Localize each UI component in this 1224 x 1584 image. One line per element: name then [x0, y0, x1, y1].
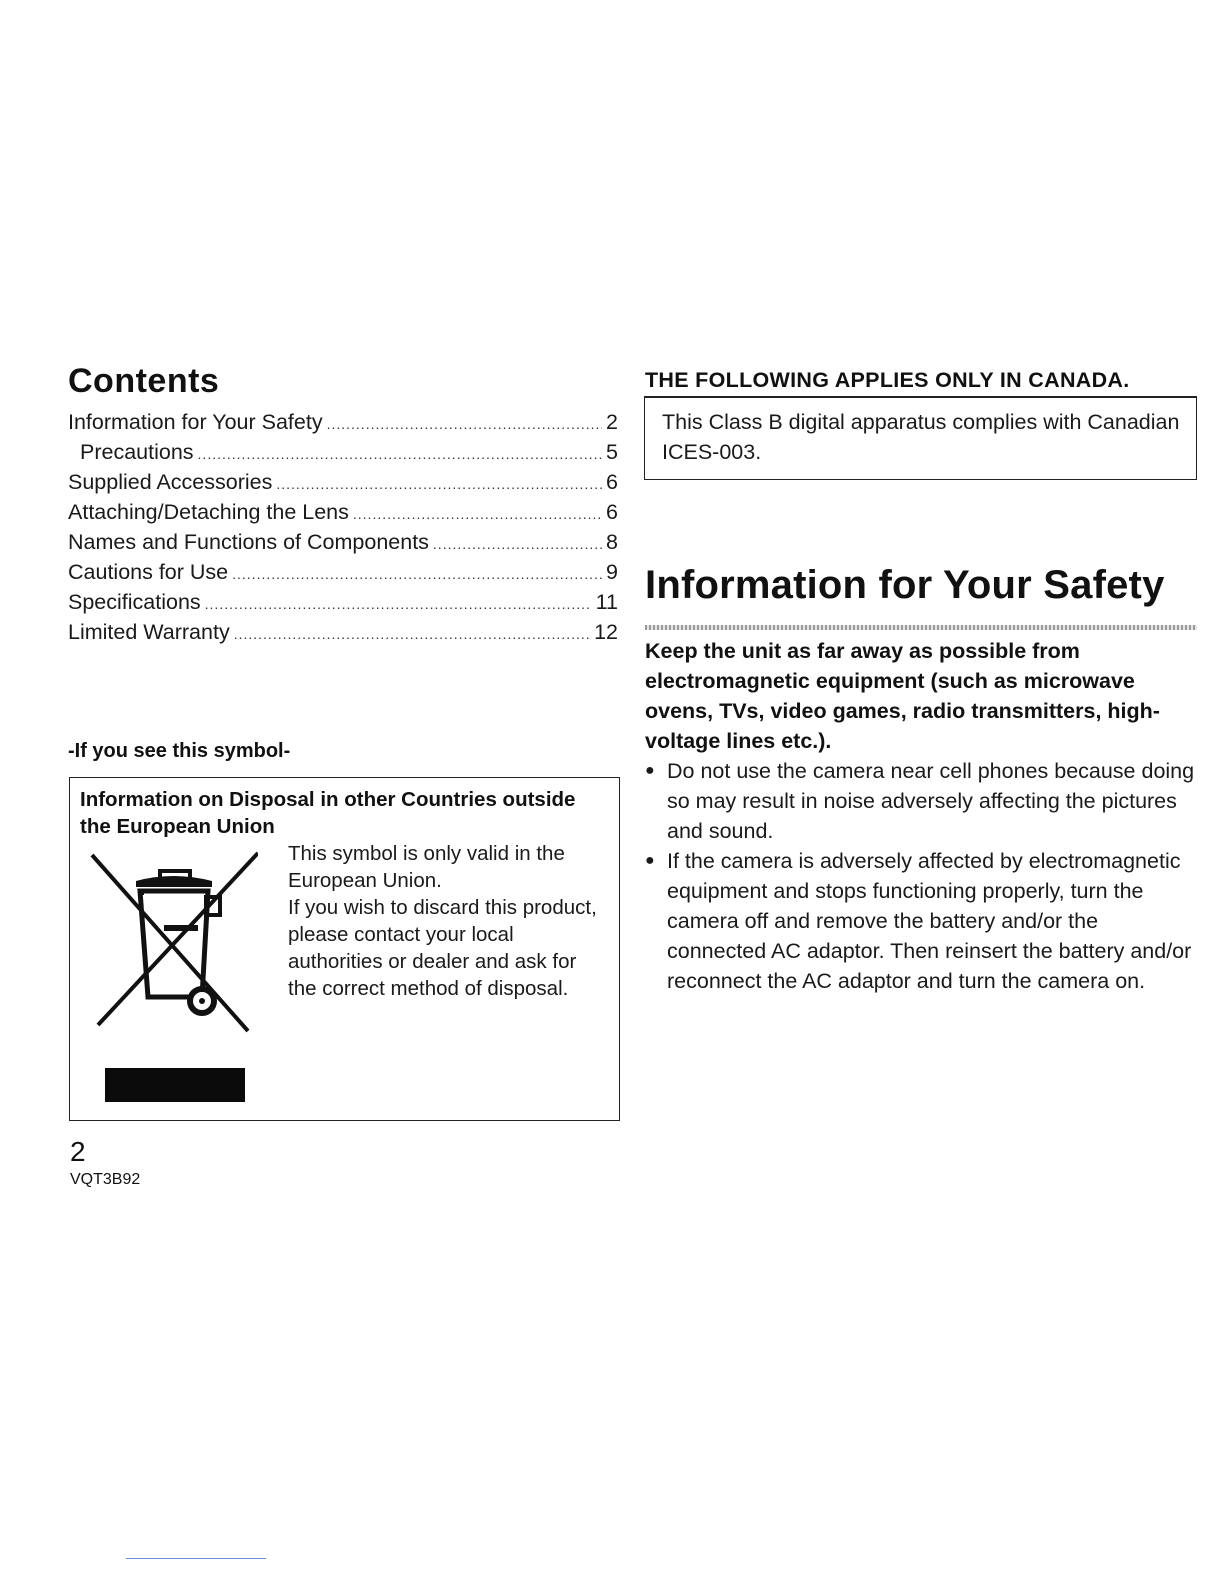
- toc-dot-leader: [232, 566, 602, 582]
- bullet-icon: ●: [645, 852, 655, 869]
- bullet-icon: ●: [645, 762, 655, 779]
- toc-dot-leader: [234, 626, 590, 642]
- toc-entry-label: Cautions for Use: [68, 560, 229, 584]
- bullet-text: If the camera is adversely affected by electromagnetic equipment and stops functioning properly, turn the camera off and remove the battery and/or the connected AC adaptor. Then reinsert the battery and/or reconnect the AC adaptor and turn the camera on.: [667, 849, 1192, 993]
- contents-title: Contents: [68, 362, 220, 400]
- toc-entry[interactable]: [68, 590, 618, 620]
- toc-entry[interactable]: [68, 620, 618, 650]
- toc-dot-leader: [198, 446, 602, 462]
- toc-entry-label: Attaching/Detaching the Lens: [68, 500, 349, 524]
- document-code: VQT3B92: [70, 1171, 141, 1188]
- toc-dot-leader: [353, 506, 602, 522]
- list-item: [645, 846, 1200, 996]
- disposal-box-title: Information on Disposal in other Countries outside the European Union: [80, 788, 576, 838]
- page-number: 2: [70, 1136, 86, 1167]
- symbol-heading: -If you see this symbol-: [68, 740, 291, 762]
- toc-entry-page: 11: [595, 590, 618, 614]
- safety-title: Information for Your Safety: [645, 563, 1165, 607]
- canada-notice-text: This Class B digital apparatus complies with Canadian ICES-003.: [662, 410, 1180, 464]
- toc-entry[interactable]: [68, 410, 618, 440]
- section-divider: [645, 625, 1197, 630]
- toc-entry-page: 2: [606, 410, 618, 434]
- toc-entry-page: 6: [606, 500, 618, 524]
- toc-dot-leader: [276, 476, 602, 492]
- toc-entry[interactable]: [68, 440, 618, 470]
- table-of-contents: [68, 410, 618, 650]
- disposal-text: This symbol is only valid in the European Union. If you wish to discard this product, please contact your local authorities or dealer and ask for the correct method of disposal.: [288, 842, 597, 1000]
- toc-entry-page: 5: [606, 440, 618, 464]
- toc-entry-label: Specifications: [68, 590, 201, 614]
- crossed-out-wheelie-bin-icon: [88, 845, 258, 1035]
- toc-entry[interactable]: [68, 560, 618, 590]
- toc-entry-page: 8: [606, 530, 618, 554]
- toc-entry-label: Precautions: [80, 440, 194, 464]
- bottom-underline: [126, 1558, 266, 1559]
- list-item: [645, 756, 1200, 846]
- toc-entry[interactable]: [68, 470, 618, 500]
- toc-entry-label: Names and Functions of Components: [68, 530, 429, 554]
- toc-entry-label: Information for Your Safety: [68, 410, 323, 434]
- redacted-bar: [105, 1068, 245, 1102]
- toc-dot-leader: [433, 536, 602, 552]
- bullet-text: Do not use the camera near cell phones because doing so may result in noise adversely affecting the pictures and sound.: [667, 759, 1195, 843]
- toc-entry-page: 9: [606, 560, 618, 584]
- toc-dot-leader: [205, 596, 592, 612]
- toc-entry-label: Supplied Accessories: [68, 470, 273, 494]
- toc-entry[interactable]: [68, 530, 618, 560]
- toc-entry-label: Limited Warranty: [68, 620, 230, 644]
- canada-heading: THE FOLLOWING APPLIES ONLY IN CANADA.: [645, 368, 1130, 392]
- toc-entry[interactable]: [68, 500, 618, 530]
- toc-dot-leader: [327, 416, 602, 432]
- safety-bullet-list: [645, 756, 1200, 996]
- toc-entry-page: 12: [594, 620, 618, 644]
- safety-warning: Keep the unit as far away as possible from electromagnetic equipment (such as microwave ovens, TVs, video games, radio transmitters, high-voltage lines etc.).: [645, 639, 1160, 753]
- toc-entry-page: 6: [606, 470, 618, 494]
